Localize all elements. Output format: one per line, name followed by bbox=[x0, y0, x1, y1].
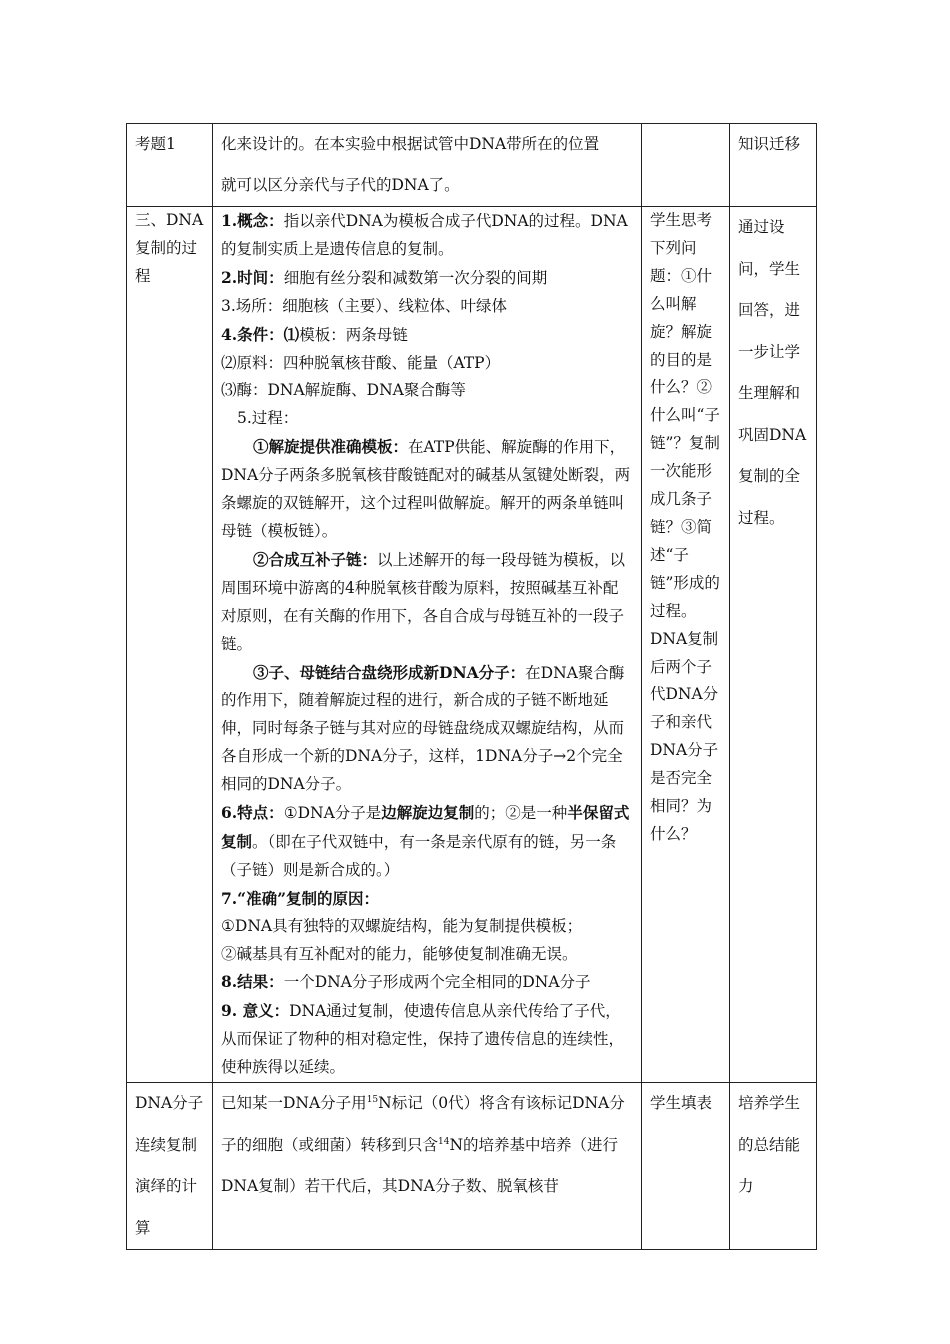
student-activity-cell: 学生填表 bbox=[642, 1083, 730, 1250]
table-row bbox=[127, 124, 817, 207]
lesson-plan-table bbox=[126, 123, 817, 1250]
design-intent-cell: 知识迁移 bbox=[730, 124, 817, 207]
content-cell: 化来设计的。在本实验中根据试管中DNA带所在的位置 就可以区分亲代与子代的DNA了。 bbox=[213, 124, 642, 207]
table-row bbox=[127, 207, 817, 1083]
section-cell: 三、DNA复制的过程 bbox=[127, 207, 213, 1083]
content-cell: 1.概念：指以亲代DNA为模板合成子代DNA的过程。DNA的复制实质上是遗传信息的复制。 2.时间：细胞有丝分裂和减数第一次分裂的间期 3.场所：细胞核（主要）、线粒体、叶绿体 4.条件：⑴模板：两条母链 ⑵原料：四种脱氧核苷酸、能量（ATP） ⑶酶：DNA解旋酶、DNA聚合酶等 5.过程： ①解旋提供准确模板：在ATP供能、解旋酶的作用下，DNA分子两条多脱氧核苷酸链配对的碱基从氢键处断裂，两条螺旋的双链解开，这个过程叫做解旋。解开的两条单链叫母链（模板链）。 ②合成互补子链：以上述解开的每一段母链为模板，以周围环境中游离的4种脱氧核苷酸为原料，按照碱基互补配对原则，在有关酶的作用下，各自合成与母链互补的一段子链。 ③子、母链结合盘绕形成新DNA分子：在DNA聚合酶的作用下，随着解旋过程的进行，新合成的子链不断地延伸，同时每条子链与其对应的母链盘绕成双螺旋结构，从而各自形成一个新的DNA分子，这样，1DNA分子→2个完全相同的DNA分子。 6.特点：①DNA分子是边解旋边复制的；②是一种半保留式复制。（即在子代双链中，有一条是亲代原有的链，另一条（子链）则是新合成的。） 7.“准确”复制的原因： ①DNA具有独特的双螺旋结构，能为复制提供模板； ②碱基具有互补配对的能力，能够使复制准确无误。 8.结果：一个DNA分子形成两个完全相同的DNA分子 9. 意义：DNA通过复制，使遗传信息从亲代传给了子代，从而保证了物种的相对稳定性，保持了遗传信息的连续性，使种族得以延续。 bbox=[213, 207, 642, 1083]
student-activity-cell: 学生思考下列问题：①什么叫解旋？解旋的目的是什么？②什么叫“子链”？复制一次能形成几条子链？③简述“子链”形成的过程。DNA复制后两个子代DNA分子和亲代DNA分子是否完全相同？为什么？ bbox=[642, 207, 730, 1083]
student-activity-cell bbox=[642, 124, 730, 207]
section-cell: DNA分子连续复制演绎的计算 bbox=[127, 1083, 213, 1250]
design-intent-cell: 培养学生的总结能力 bbox=[730, 1083, 817, 1250]
content-cell: 已知某一DNA分子用$^{15}$N标记（0代）将含有该标记DNA分子的细胞（或细菌）转移到只含$^{14}$N的培养基中培养（进行DNA复制）若干代后，其DNA分子数、脱氧核苷 bbox=[213, 1083, 642, 1250]
table-row bbox=[127, 1083, 817, 1250]
section-cell: 考题1 bbox=[127, 124, 213, 207]
design-intent-cell: 通过设问，学生回答，进一步让学生理解和巩固DNA复制的全过程。 bbox=[730, 207, 817, 1083]
